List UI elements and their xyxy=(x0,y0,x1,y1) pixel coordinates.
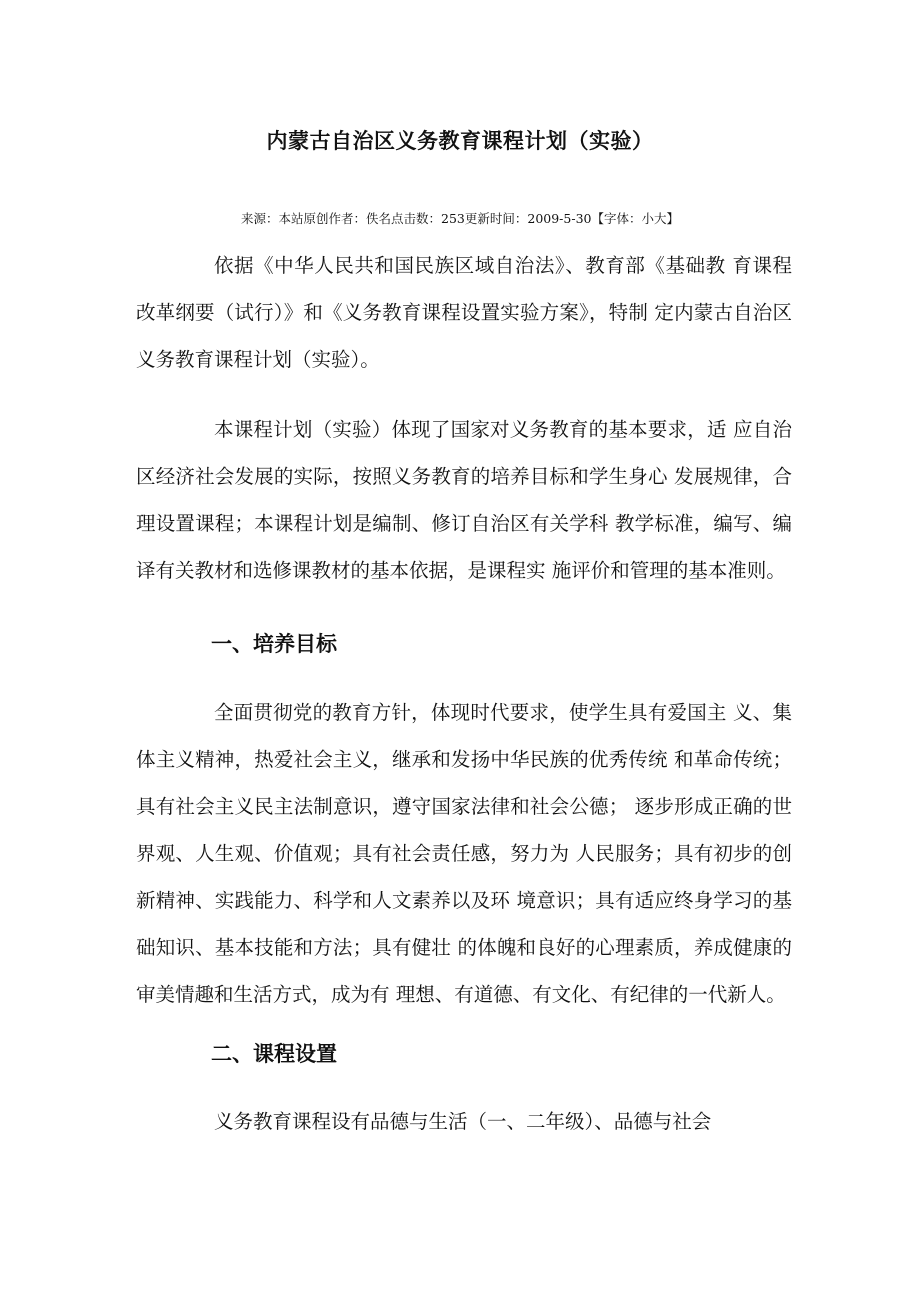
article-meta-line: 来源：本站原创作者：佚名点击数：253更新时间：2009-5-30【字体：小大】 xyxy=(241,211,679,226)
section-heading-curriculum: 二、课程设置 xyxy=(211,1041,337,1066)
document-title: 内蒙古自治区义务教育课程计划（实验） xyxy=(266,128,654,154)
intro-paragraph-1: 依据《中华人民共和国民族区域自治法》、教育部《基础教 育课程改革纲要（试行）》和《义务教育课程设置实验方案》，特制 定内蒙古自治区义务教育课程计划（实验）。 xyxy=(136,254,792,371)
section-heading-goals: 一、培养目标 xyxy=(211,631,337,656)
curriculum-paragraph: 义务教育课程设有品德与生活（一、二年级）、品德与社会 xyxy=(214,1110,712,1133)
intro-paragraph-2: 本课程计划（实验）体现了国家对义务教育的基本要求，适 应自治区经济社会发展的实际，按照义务教育的培养目标和学生身心 发展规律，合理设置课程；本课程计划是编制、修订自治区有关学科 教学标准，编写、编译有关教材和选修课教材的基本依据，是课程实 施评价和管理的基本准则。 xyxy=(136,418,792,582)
goals-paragraph: 全面贯彻党的教育方针，体现时代要求，使学生具有爱国主 义、集体主义精神，热爱社会主义，继承和发扬中华民族的优秀传统 和革命传统；具有社会主义民主法制意识，遵守国家法律和社会公德； 逐步形成正确的世界观、人生观、价值观；具有社会责任感，努力为 人民服务；具有初步的创新精神、实践能力、科学和人文素养以及环 境意识；具有适应终身学习的基础知识、基本技能和方法；具有健壮 的体魄和良好的心理素质，养成健康的审美情趣和生活方式，成为有 理想、有道德、有文化、有纪律的一代新人。 xyxy=(136,701,792,1006)
